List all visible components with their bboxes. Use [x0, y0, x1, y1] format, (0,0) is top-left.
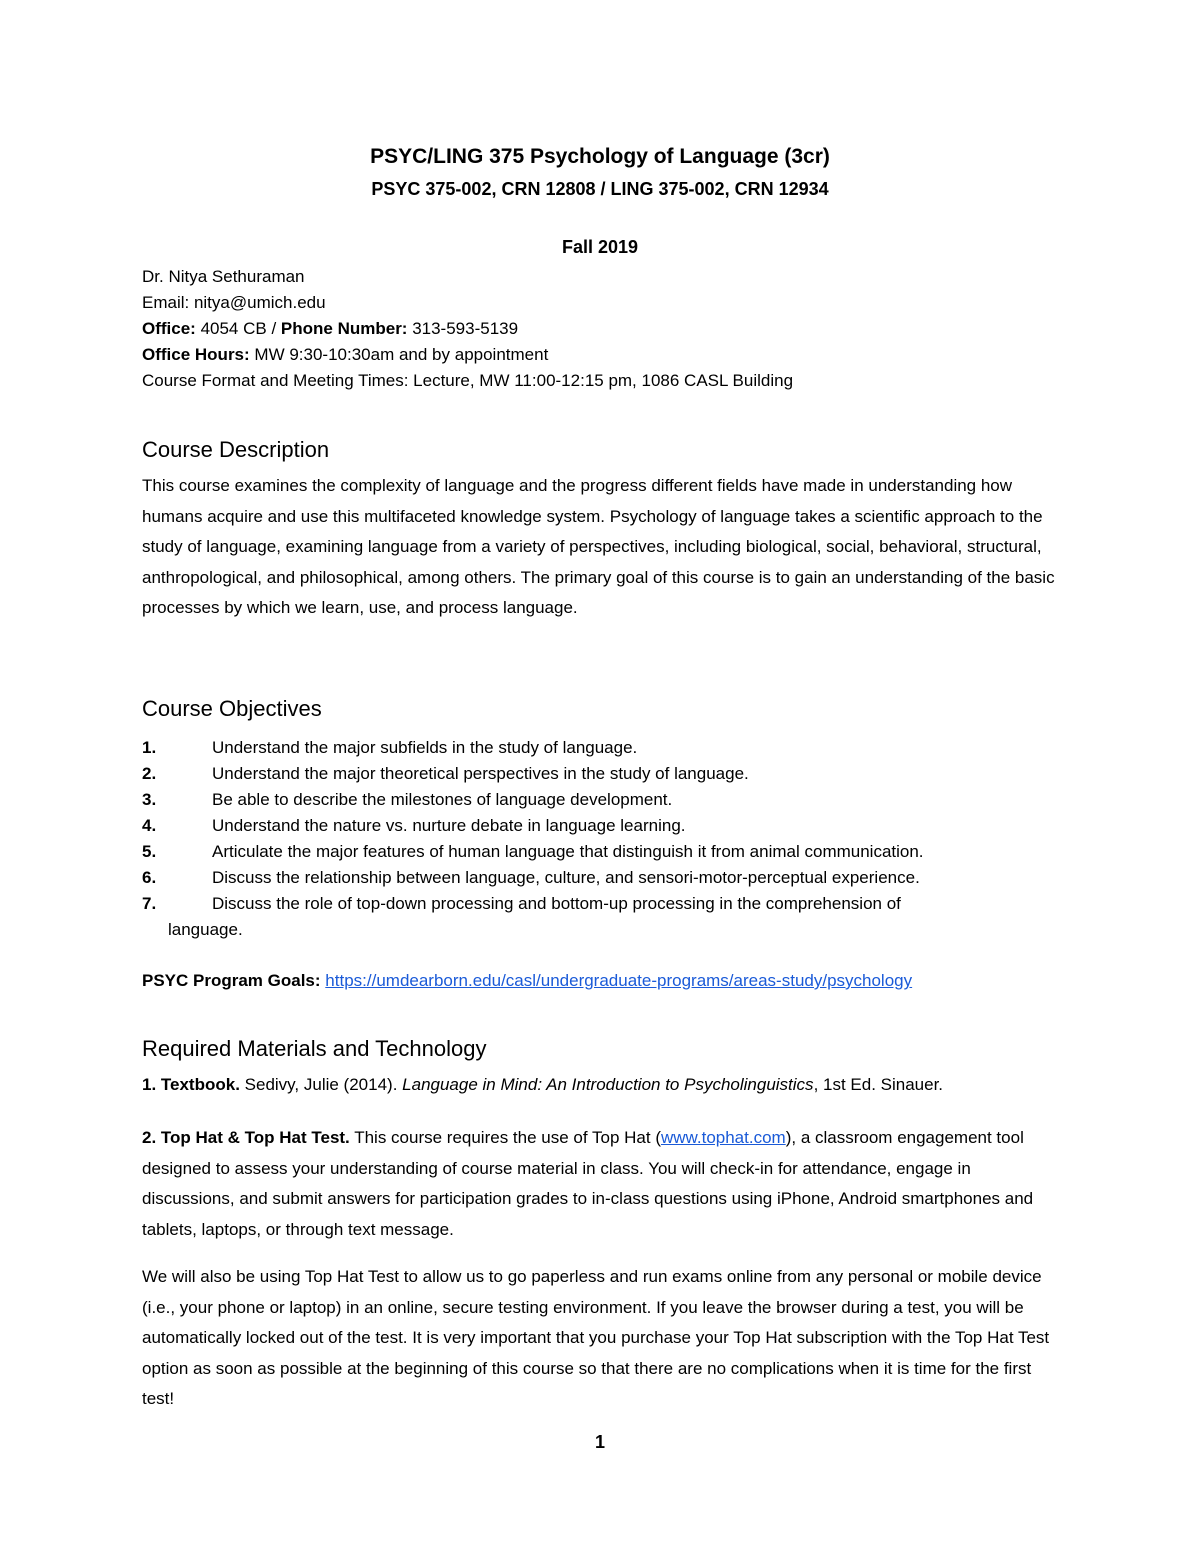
list-number: 2. — [142, 764, 157, 783]
list-item — [142, 813, 1062, 839]
textbook-label: 1. Textbook. — [142, 1075, 240, 1094]
list-text: Be able to describe the milestones of language development. — [212, 790, 673, 809]
page-number: 1 — [594, 1432, 605, 1452]
office-line — [142, 316, 793, 342]
list-number: 1. — [142, 738, 157, 757]
office-value: 4054 CB / — [195, 319, 281, 338]
list-item — [142, 735, 1062, 761]
course-title: PSYC/LING 375 Psychology of Language (3cr) — [370, 145, 830, 168]
textbook-line — [142, 1075, 943, 1095]
list-text: Discuss the role of top-down processing and bottom-up processing in the comprehension of — [212, 894, 901, 913]
list-item — [142, 787, 1062, 813]
description-heading: Course Description — [142, 437, 330, 462]
tophat-intro: This course requires the use of Top Hat ( — [349, 1128, 661, 1147]
instructor-info — [142, 264, 793, 394]
program-goals-label: PSYC Program Goals: — [142, 971, 321, 990]
description-text: This course examines the complexity of language and the progress different fields have made in understanding how humans acquire and use this multifaceted knowledge system. Psychology of language takes a scientific approach to the study of language, examining language from a variety of perspectives, including biological, social, behavioral, structural, anthropological, and philosophical, among others. The primary goal of this course is to gain an understanding of the basic processes by which we learn, use, and process language. — [142, 476, 1055, 617]
list-text: Understand the major subfields in the study of language. — [212, 738, 638, 757]
phone-value: 313-593-5139 — [407, 319, 519, 338]
phone-label: Phone Number: — [280, 319, 408, 338]
objectives-list — [142, 735, 1062, 943]
tophat-test-paragraph: We will also be using Top Hat Test to allow us to go paperless and run exams online from any personal or mobile device (i.e., your phone or laptop) in an online, secure testing environment. If you leave the browser during a test, you will be automatically locked out of the test. It is very important that you purchase your Top Hat subscription with the Top Hat Test option as soon as possible at the beginning of this course so that there are no complications when it is time for the first test! — [142, 1267, 1050, 1408]
course-sections: PSYC 375-002, CRN 12808 / LING 375-002, CRN 12934 — [371, 179, 829, 199]
course-format: Course Format and Meeting Times: Lecture, MW 11:00-12:15 pm, 1086 CASL Building — [142, 371, 794, 390]
list-number: 3. — [142, 790, 157, 809]
textbook-author: Sedivy, Julie (2014). — [239, 1075, 403, 1094]
tophat-link[interactable]: www.tophat.com — [660, 1128, 786, 1147]
tophat-description: ), a classroom engagement tool designed to assess your understanding of course material in class. You will check-in for attendance, engage in discussions, and submit answers for participation grades to in-class questions using iPhone, Android smartphones and tablets, laptops, or through text message. — [142, 1128, 1034, 1239]
hours-line — [142, 342, 793, 368]
instructor-email: Email: nitya@umich.edu — [142, 293, 326, 312]
office-label: Office: — [142, 319, 196, 338]
instructor-name: Dr. Nitya Sethuraman — [142, 267, 305, 286]
list-text: Understand the major theoretical perspectives in the study of language. — [212, 764, 749, 783]
list-text: Understand the nature vs. nurture debate in language learning. — [212, 816, 686, 835]
list-item — [142, 865, 1062, 891]
list-item — [142, 761, 1062, 787]
materials-heading: Required Materials and Technology — [142, 1036, 487, 1061]
program-goals — [142, 971, 912, 991]
list-number: 7. — [142, 894, 157, 913]
textbook-edition: , 1st Ed. Sinauer. — [813, 1075, 944, 1094]
term: Fall 2019 — [561, 237, 639, 257]
list-item — [142, 839, 1062, 865]
hours-label: Office Hours: — [142, 345, 250, 364]
list-number: 5. — [142, 842, 157, 861]
list-text-continued: language. — [168, 920, 243, 939]
hours-value: MW 9:30-10:30am and by appointment — [249, 345, 549, 364]
tophat-paragraph — [142, 1123, 1062, 1245]
list-number: 4. — [142, 816, 157, 835]
textbook-title: Language in Mind: An Introduction to Psycholinguistics — [402, 1075, 814, 1094]
list-number: 6. — [142, 868, 157, 887]
list-item — [142, 891, 1062, 943]
tophat-label: 2. Top Hat & Top Hat Test. — [142, 1128, 350, 1147]
program-goals-link[interactable]: https://umdearborn.edu/casl/undergraduate-programs/areas-study/psychology — [325, 971, 913, 990]
list-text: Discuss the relationship between language, culture, and sensori-motor-perceptual experience. — [212, 868, 920, 887]
objectives-heading: Course Objectives — [142, 696, 322, 721]
list-text: Articulate the major features of human language that distinguish it from animal communication. — [212, 842, 924, 861]
